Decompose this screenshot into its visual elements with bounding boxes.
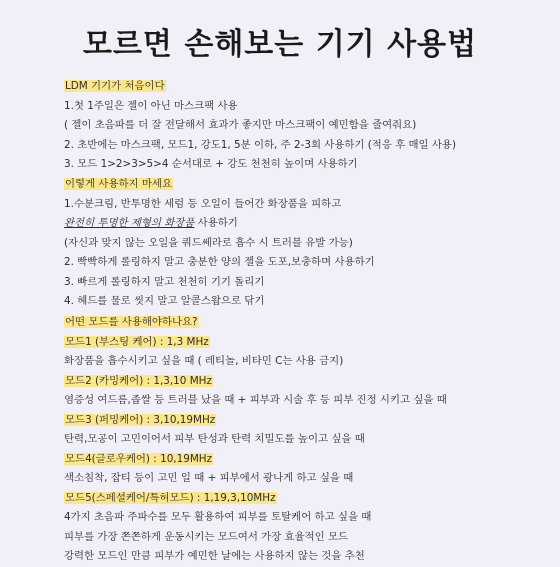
list-item: 3. 빠르게 롤링하지 말고 천천히 기기 돌리기	[64, 275, 265, 288]
mode-description: 탄력,모공이 고민이어서 피부 탄성과 탄력 치밀도를 높이고 싶을 때	[64, 433, 365, 445]
mode-title-text: 모드3 (퍼밍케어) : 3,10,19MHz	[65, 413, 216, 426]
mode-title	[64, 489, 544, 509]
section-heading	[64, 175, 544, 195]
list-item: (자신과 맞지 않는 오일을 쿼드쎄라로 흡수 시 트러블 유발 가능)	[64, 236, 353, 249]
list-item: 2. 빡빡하게 롤링하지 말고 충분한 양의 젤을 도포,보충하며 사용하기	[64, 256, 375, 268]
list-item: ( 젤이 초음파를 더 잘 전달해서 효과가 좋지만 마스크팩이 예민함을 줄여줘요)	[64, 119, 417, 131]
mode-title-text: 모드2 (카밍케어) : 1,3,10 MHz	[65, 374, 212, 387]
mode-title	[64, 372, 544, 392]
list-item: 1.첫 1주일은 젤이 아닌 마스크팩 사용	[64, 99, 238, 112]
mode-description: 화장품을 흡수시키고 싶을 때 ( 레티놀, 비타민 C는 사용 금지)	[64, 355, 344, 367]
mode-description: 4가지 초음파 주파수를 모두 활용하여 피부를 토탈케어 하고 싶을 때	[64, 511, 372, 523]
section-dont-use	[64, 175, 544, 312]
mode-title-text: 모드4(글로우케어) : 10,19MHz	[65, 452, 213, 465]
section-heading-text: 이렇게 사용하지 마세요	[65, 178, 172, 190]
mode-title-text: 모드1 (부스팅 케어) : 1,3 MHz	[65, 335, 209, 348]
mode-title	[64, 411, 544, 431]
mode-description: 염증성 여드름,좁쌀 등 트러블 났을 때 + 피부과 시술 후 등 피부 진정 시키고 싶을 때	[64, 394, 447, 406]
mode-description: 피부를 가장 쫀쫀하게 운동시키는 모드여서 가장 효율적인 모드	[64, 530, 349, 543]
mode-list	[64, 333, 544, 567]
list-item: 1.수분크림, 반투명한 세럼 등 오일이 들어간 화장품을 피하고	[64, 197, 342, 210]
section-heading	[64, 77, 544, 97]
list-item-rest: 사용하기	[194, 217, 238, 229]
list-item	[64, 214, 544, 234]
emphasis-text: 완전히 투명한 제형의 화장품	[64, 217, 195, 229]
mode-description: 강력한 모드인 만큼 피부가 예민한 날에는 사용하지 않는 것을 추천	[64, 550, 365, 562]
list-item: 3. 모드 1>2>3>5>4 순서대로 + 강도 천천히 높이며 사용하기	[64, 158, 358, 170]
section-mode-guide	[64, 313, 544, 567]
mode-title	[64, 450, 544, 470]
page-title: 모르면 손해보는 기기 사용법	[82, 27, 478, 62]
section-heading	[64, 313, 544, 333]
mode-title-text: 모드5(스페셜케어/특허모드) : 1,19,3,10MHz	[65, 491, 276, 504]
section-first-time	[64, 77, 544, 175]
section-heading-text: LDM 기기가 처음이다	[65, 80, 165, 92]
list-item: 4. 헤드를 물로 씻지 말고 알콜스왑으로 닦기	[64, 295, 265, 307]
mode-description: 색소침착, 잡티 등이 고민 일 때 + 피부에서 광나게 하고 싶을 때	[64, 472, 354, 484]
section-heading-text: 어떤 모드를 사용해야하나요?	[65, 316, 198, 328]
mode-title	[64, 333, 544, 353]
list-item: 2. 초반에는 마스크팩, 모드1, 강도1, 5분 이하, 주 2-3회 사용하기 (적응 후 매일 사용)	[64, 138, 457, 151]
